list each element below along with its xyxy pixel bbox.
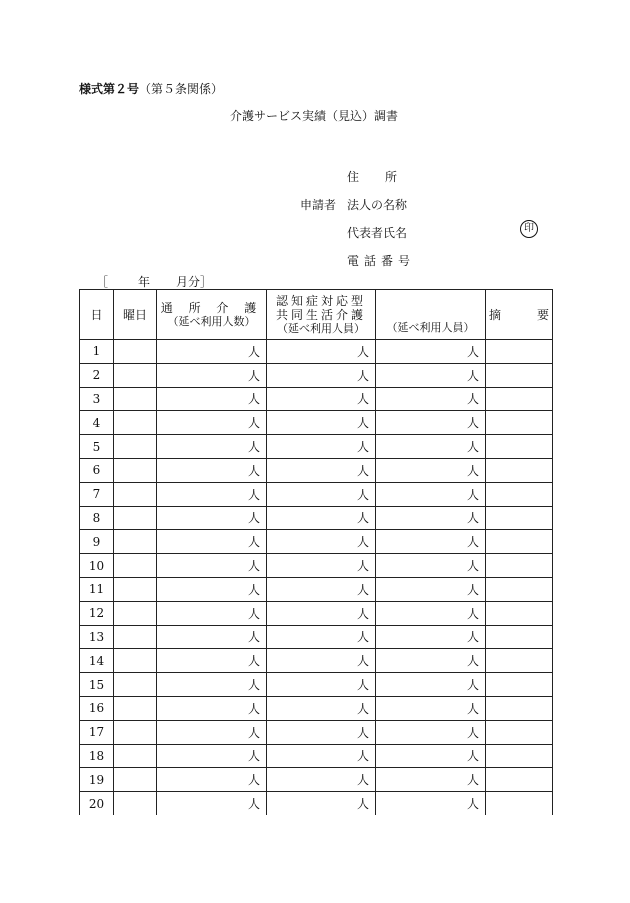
cell-day: 5 <box>80 435 114 459</box>
cell-daycare-count: 人 <box>157 768 267 792</box>
table-row <box>80 340 553 364</box>
cell-daycare-count: 人 <box>157 387 267 411</box>
cell-weekday <box>114 720 157 744</box>
header-group-line1: 認知症対応型 <box>275 293 366 308</box>
table-row <box>80 625 553 649</box>
address-label: 住所 <box>347 170 424 184</box>
cell-daycare-count: 人 <box>157 649 267 673</box>
cell-daycare-count: 人 <box>157 577 267 601</box>
cell-weekday <box>114 601 157 625</box>
cell-daycare-count: 人 <box>157 435 267 459</box>
cell-other-count: 人 <box>376 387 486 411</box>
cell-group-count: 人 <box>267 696 376 720</box>
form-number-label <box>79 80 223 97</box>
cell-remarks <box>486 387 553 411</box>
cell-daycare-count: 人 <box>157 363 267 387</box>
cell-group-count: 人 <box>267 506 376 530</box>
header-daycare-title: 通 所 介 護 <box>160 300 263 315</box>
cell-remarks <box>486 435 553 459</box>
cell-daycare-count: 人 <box>157 506 267 530</box>
table-row <box>80 768 553 792</box>
cell-daycare-count: 人 <box>157 482 267 506</box>
cell-group-count: 人 <box>267 411 376 435</box>
cell-other-count: 人 <box>376 649 486 673</box>
cell-group-count: 人 <box>267 577 376 601</box>
cell-group-count: 人 <box>267 387 376 411</box>
records-table <box>79 289 553 815</box>
cell-group-count: 人 <box>267 720 376 744</box>
table-row <box>80 577 553 601</box>
cell-group-count: 人 <box>267 744 376 768</box>
cell-day: 15 <box>80 673 114 697</box>
cell-remarks <box>486 577 553 601</box>
representative-name-label: 代表者氏名 <box>347 226 408 240</box>
cell-daycare-count: 人 <box>157 554 267 578</box>
cell-group-count: 人 <box>267 435 376 459</box>
cell-other-count: 人 <box>376 673 486 697</box>
cell-weekday <box>114 363 157 387</box>
cell-other-count: 人 <box>376 506 486 530</box>
cell-remarks <box>486 482 553 506</box>
cell-weekday <box>114 387 157 411</box>
cell-remarks <box>486 625 553 649</box>
table-row <box>80 554 553 578</box>
cell-daycare-count: 人 <box>157 340 267 364</box>
table-row <box>80 720 553 744</box>
period-open-bracket: ［ <box>96 275 109 289</box>
header-daycare-sub: （延べ利用人数） <box>167 314 256 328</box>
cell-other-count: 人 <box>376 696 486 720</box>
cell-group-count: 人 <box>267 530 376 554</box>
cell-day: 16 <box>80 696 114 720</box>
cell-weekday <box>114 530 157 554</box>
cell-remarks <box>486 363 553 387</box>
cell-other-count: 人 <box>376 625 486 649</box>
cell-group-count: 人 <box>267 458 376 482</box>
cell-other-count: 人 <box>376 554 486 578</box>
cell-weekday <box>114 696 157 720</box>
cell-remarks <box>486 720 553 744</box>
corporation-name-label: 法人の名称 <box>347 198 408 212</box>
cell-day: 19 <box>80 768 114 792</box>
cell-day: 10 <box>80 554 114 578</box>
table-row <box>80 673 553 697</box>
table-row <box>80 435 553 459</box>
cell-daycare-count: 人 <box>157 673 267 697</box>
cell-group-count: 人 <box>267 792 376 815</box>
cell-weekday <box>114 340 157 364</box>
cell-daycare-count: 人 <box>157 720 267 744</box>
cell-other-count: 人 <box>376 340 486 364</box>
header-other-sub: （延べ利用人員） <box>386 321 475 334</box>
table-row <box>80 744 553 768</box>
cell-weekday <box>114 744 157 768</box>
cell-remarks <box>486 768 553 792</box>
table-row <box>80 601 553 625</box>
cell-day: 13 <box>80 625 114 649</box>
cell-day: 9 <box>80 530 114 554</box>
cell-remarks <box>486 792 553 815</box>
table-row <box>80 411 553 435</box>
period-month: 月分］ <box>176 275 213 289</box>
header-remarks: 摘 要 <box>486 290 553 340</box>
cell-daycare-count: 人 <box>157 744 267 768</box>
cell-day: 18 <box>80 744 114 768</box>
cell-group-count: 人 <box>267 363 376 387</box>
cell-day: 8 <box>80 506 114 530</box>
cell-group-count: 人 <box>267 768 376 792</box>
cell-daycare-count: 人 <box>157 792 267 815</box>
cell-day: 12 <box>80 601 114 625</box>
cell-weekday <box>114 673 157 697</box>
cell-remarks <box>486 340 553 364</box>
table-row <box>80 482 553 506</box>
cell-other-count: 人 <box>376 411 486 435</box>
cell-other-count: 人 <box>376 458 486 482</box>
cell-weekday <box>114 435 157 459</box>
cell-weekday <box>114 625 157 649</box>
cell-group-count: 人 <box>267 482 376 506</box>
table-row <box>80 530 553 554</box>
header-weekday: 曜日 <box>114 290 157 340</box>
cell-daycare-count: 人 <box>157 530 267 554</box>
cell-day: 7 <box>80 482 114 506</box>
cell-group-count: 人 <box>267 625 376 649</box>
cell-weekday <box>114 506 157 530</box>
cell-other-count: 人 <box>376 792 486 815</box>
cell-other-count: 人 <box>376 720 486 744</box>
table-row <box>80 387 553 411</box>
header-group-sub: （延べ利用人員） <box>277 321 365 335</box>
cell-weekday <box>114 482 157 506</box>
cell-daycare-count: 人 <box>157 625 267 649</box>
header-group-living <box>267 290 376 340</box>
cell-remarks <box>486 411 553 435</box>
table-row <box>80 792 553 815</box>
cell-other-count: 人 <box>376 435 486 459</box>
header-other <box>376 290 486 340</box>
period-year: 年 <box>138 275 151 289</box>
table-row <box>80 363 553 387</box>
cell-group-count: 人 <box>267 673 376 697</box>
form-number: 様式第２号 <box>79 82 140 96</box>
period-label <box>96 273 212 290</box>
cell-day: 4 <box>80 411 114 435</box>
cell-other-count: 人 <box>376 482 486 506</box>
applicant-label: 申請者 <box>300 198 337 212</box>
cell-other-count: 人 <box>376 768 486 792</box>
cell-weekday <box>114 411 157 435</box>
header-daycare <box>157 290 267 340</box>
cell-other-count: 人 <box>376 530 486 554</box>
cell-remarks <box>486 744 553 768</box>
cell-remarks <box>486 673 553 697</box>
seal-icon: 印 <box>520 220 538 238</box>
table-row <box>80 649 553 673</box>
cell-weekday <box>114 792 157 815</box>
cell-remarks <box>486 696 553 720</box>
cell-weekday <box>114 577 157 601</box>
cell-remarks <box>486 530 553 554</box>
cell-other-count: 人 <box>376 601 486 625</box>
cell-other-count: 人 <box>376 744 486 768</box>
table-header-row <box>80 290 553 340</box>
cell-weekday <box>114 649 157 673</box>
cell-other-count: 人 <box>376 363 486 387</box>
form-reference: （第５条関係） <box>139 82 224 96</box>
cell-group-count: 人 <box>267 649 376 673</box>
cell-day: 20 <box>80 792 114 815</box>
cell-remarks <box>486 506 553 530</box>
telephone-label: 電話番号 <box>347 254 416 268</box>
cell-remarks <box>486 554 553 578</box>
cell-remarks <box>486 649 553 673</box>
cell-group-count: 人 <box>267 601 376 625</box>
cell-day: 1 <box>80 340 114 364</box>
cell-day: 14 <box>80 649 114 673</box>
table-row <box>80 696 553 720</box>
cell-other-count: 人 <box>376 577 486 601</box>
table-row <box>80 458 553 482</box>
cell-day: 2 <box>80 363 114 387</box>
document-title: 介護サービス実績（見込）調書 <box>230 109 399 123</box>
table-row <box>80 506 553 530</box>
cell-day: 17 <box>80 720 114 744</box>
cell-remarks <box>486 458 553 482</box>
cell-day: 3 <box>80 387 114 411</box>
cell-weekday <box>114 554 157 578</box>
cell-group-count: 人 <box>267 340 376 364</box>
cell-daycare-count: 人 <box>157 458 267 482</box>
cell-group-count: 人 <box>267 554 376 578</box>
header-day: 日 <box>80 290 114 340</box>
cell-day: 6 <box>80 458 114 482</box>
cell-weekday <box>114 458 157 482</box>
header-group-line2: 共同生活介護 <box>275 307 366 322</box>
cell-day: 11 <box>80 577 114 601</box>
cell-remarks <box>486 601 553 625</box>
cell-daycare-count: 人 <box>157 601 267 625</box>
cell-daycare-count: 人 <box>157 411 267 435</box>
cell-daycare-count: 人 <box>157 696 267 720</box>
cell-weekday <box>114 768 157 792</box>
